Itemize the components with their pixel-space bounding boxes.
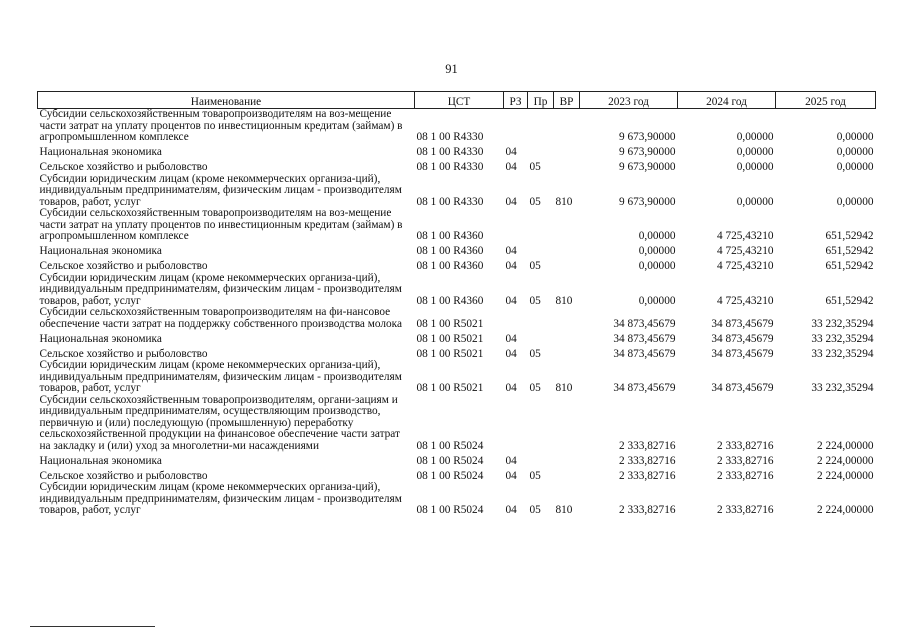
cell-cst: 08 1 00 R4360 bbox=[416, 230, 484, 242]
cell-2025: 2 224,00000 bbox=[817, 504, 874, 516]
cell-2023: 0,00000 bbox=[638, 230, 676, 242]
cell-pr bbox=[528, 243, 554, 258]
cell-2025: 651,52942 bbox=[825, 294, 874, 307]
cell-2023: 9 673,90000 bbox=[619, 131, 676, 143]
cell-cst: 08 1 00 R4330 bbox=[416, 195, 484, 208]
cell-2023: 34 873,45679 bbox=[613, 382, 676, 394]
header-vr: ВР bbox=[554, 92, 580, 109]
table-row bbox=[38, 395, 876, 453]
cell-cst: 08 1 00 R5024 bbox=[416, 454, 484, 467]
table-row bbox=[38, 452, 876, 467]
cell-rz bbox=[504, 307, 528, 330]
cell-vr: 810 bbox=[555, 382, 573, 394]
cell-name: Субсидии юридическим лицам (кроме некоммерческих организа-ций), индивидуальным предпринимателям, физическим лицам - производителям товаров, работ, услуг bbox=[39, 271, 402, 307]
cell-cst: 08 1 00 R4330 bbox=[416, 146, 484, 158]
cell-rz: 04 bbox=[505, 382, 517, 394]
cell-2024: 34 873,45679 bbox=[711, 347, 774, 360]
cell-2024: 2 333,82716 bbox=[717, 454, 774, 467]
cell-2024: 34 873,45679 bbox=[711, 317, 774, 330]
cell-2023: 2 333,82716 bbox=[619, 469, 676, 482]
cell-vr: 810 bbox=[555, 294, 573, 307]
cell-2024: 0,00000 bbox=[736, 146, 774, 158]
cell-name: Сельское хозяйство и рыболовство bbox=[39, 161, 208, 173]
cell-rz: 04 bbox=[505, 469, 517, 482]
cell-2024: 34 873,45679 bbox=[711, 382, 774, 394]
cell-rz: 04 bbox=[505, 504, 517, 516]
table-header bbox=[38, 92, 876, 109]
table-row bbox=[38, 144, 876, 159]
cell-2025: 0,00000 bbox=[836, 131, 874, 143]
cell-name: Сельское хозяйство и рыболовство bbox=[39, 260, 208, 272]
cell-name: Национальная экономика bbox=[39, 454, 162, 467]
cell-name: Субсидии юридическим лицам (кроме некоммерческих организа-ций), индивидуальным предпринимателям, физическим лицам - производителям товаров, работ, услуг bbox=[39, 481, 402, 516]
cell-2024: 0,00000 bbox=[736, 195, 774, 208]
cell-pr: 05 bbox=[529, 469, 541, 482]
cell-name: Субсидии юридическим лицам (кроме некоммерческих организа-ций), индивидуальным предпринимателям, физическим лицам - производителям товаров, работ, услуг bbox=[39, 359, 402, 394]
cell-pr bbox=[528, 144, 554, 159]
table-row bbox=[38, 159, 876, 174]
cell-vr bbox=[554, 330, 580, 345]
header-rz: РЗ bbox=[504, 92, 528, 109]
cell-2025: 651,52942 bbox=[825, 245, 874, 257]
table-row bbox=[38, 467, 876, 482]
cell-vr bbox=[554, 452, 580, 467]
cell-2024: 4 725,43210 bbox=[717, 245, 774, 257]
cell-2025: 0,00000 bbox=[836, 195, 874, 208]
table-row bbox=[38, 345, 876, 360]
table-row bbox=[38, 273, 876, 308]
cell-vr bbox=[554, 208, 580, 243]
cell-2025: 651,52942 bbox=[825, 260, 874, 272]
header-name: Наименование bbox=[38, 92, 415, 109]
cell-pr bbox=[528, 109, 554, 144]
cell-cst: 08 1 00 R5021 bbox=[416, 347, 484, 360]
cell-2025: 2 224,00000 bbox=[817, 454, 874, 467]
cell-cst: 08 1 00 R4360 bbox=[416, 294, 484, 307]
cell-2025: 0,00000 bbox=[836, 146, 874, 158]
table-row bbox=[38, 330, 876, 345]
cell-2024: 2 333,82716 bbox=[717, 504, 774, 516]
cell-2025: 33 232,35294 bbox=[811, 317, 874, 330]
cell-2025: 33 232,35294 bbox=[811, 382, 874, 394]
cell-2024: 2 333,82716 bbox=[717, 439, 774, 452]
cell-cst: 08 1 00 R5024 bbox=[416, 439, 484, 452]
table-row bbox=[38, 174, 876, 209]
cell-rz: 04 bbox=[505, 245, 517, 257]
cell-pr: 05 bbox=[529, 347, 541, 360]
cell-pr: 05 bbox=[529, 195, 541, 208]
cell-cst: 08 1 00 R5021 bbox=[416, 332, 484, 345]
cell-vr bbox=[554, 467, 580, 482]
cell-2025: 2 224,00000 bbox=[817, 439, 874, 452]
cell-pr bbox=[528, 330, 554, 345]
cell-2024: 4 725,43210 bbox=[717, 230, 774, 242]
cell-2023: 2 333,82716 bbox=[619, 439, 676, 452]
budget-table bbox=[37, 91, 876, 517]
cell-2024: 4 725,43210 bbox=[717, 294, 774, 307]
cell-vr bbox=[554, 159, 580, 174]
cell-cst: 08 1 00 R5024 bbox=[416, 469, 484, 482]
cell-2023: 2 333,82716 bbox=[619, 504, 676, 516]
cell-pr: 05 bbox=[529, 382, 541, 394]
table-row bbox=[38, 243, 876, 258]
cell-rz: 04 bbox=[505, 294, 517, 307]
cell-name: Национальная экономика bbox=[39, 146, 162, 158]
cell-2024: 2 333,82716 bbox=[717, 469, 774, 482]
cell-name: Субсидии сельскохозяйственным товаропроизводителям на воз-мещение части затрат на уплату процентов по инвестиционным кредитам (займам) в агропромышленном комплексе bbox=[39, 108, 403, 143]
cell-vr bbox=[554, 144, 580, 159]
cell-rz bbox=[504, 395, 528, 453]
table-row bbox=[38, 360, 876, 395]
table-row bbox=[38, 307, 876, 330]
header-2023: 2023 год bbox=[580, 92, 678, 109]
table-row bbox=[38, 258, 876, 273]
cell-vr bbox=[554, 258, 580, 273]
cell-2023: 9 673,90000 bbox=[619, 146, 676, 158]
cell-2023: 0,00000 bbox=[638, 294, 676, 307]
cell-2023: 34 873,45679 bbox=[613, 332, 676, 345]
cell-rz bbox=[504, 109, 528, 144]
table-row bbox=[38, 109, 876, 144]
page-number: 91 bbox=[445, 62, 458, 76]
cell-2023: 9 673,90000 bbox=[619, 195, 676, 208]
header-2025: 2025 год bbox=[776, 92, 876, 109]
cell-rz: 04 bbox=[505, 146, 517, 158]
cell-2024: 0,00000 bbox=[736, 131, 774, 143]
cell-cst: 08 1 00 R4330 bbox=[416, 131, 484, 143]
cell-2025: 0,00000 bbox=[836, 161, 874, 173]
cell-2023: 0,00000 bbox=[638, 245, 676, 257]
cell-cst: 08 1 00 R5021 bbox=[416, 317, 484, 330]
cell-rz: 04 bbox=[505, 332, 517, 345]
header-pr: Пр bbox=[528, 92, 554, 109]
cell-vr bbox=[554, 395, 580, 453]
cell-2023: 0,00000 bbox=[638, 260, 676, 272]
cell-name: Субсидии сельскохозяйственным товаропроизводителям, органи-зациям и индивидуальным предпринимателям, осуществляющим производство, первичную и (или) последующую (промышленную) переработку сельскохозяйственной продукции на финансовое обеспечение части затрат на закладку и (или) уход за многолетни-ми насаждениями bbox=[39, 393, 400, 452]
cell-2023: 34 873,45679 bbox=[613, 347, 676, 360]
cell-cst: 08 1 00 R4360 bbox=[416, 245, 484, 257]
cell-vr bbox=[554, 345, 580, 360]
cell-rz: 04 bbox=[505, 347, 517, 360]
cell-2023: 9 673,90000 bbox=[619, 161, 676, 173]
cell-vr: 810 bbox=[555, 504, 573, 516]
cell-pr: 05 bbox=[529, 294, 541, 307]
table-row bbox=[38, 482, 876, 517]
cell-vr bbox=[554, 243, 580, 258]
header-2024: 2024 год bbox=[678, 92, 776, 109]
cell-2023: 2 333,82716 bbox=[619, 454, 676, 467]
cell-pr bbox=[528, 395, 554, 453]
table-row bbox=[38, 208, 876, 243]
cell-pr: 05 bbox=[529, 161, 541, 173]
cell-rz bbox=[504, 208, 528, 243]
table-body bbox=[38, 109, 876, 517]
cell-2025: 2 224,00000 bbox=[817, 469, 874, 482]
cell-name: Субсидии сельскохозяйственным товаропроизводителям на воз-мещение части затрат на уплату процентов по инвестиционным кредитам (займам) в агропромышленном комплексе bbox=[39, 207, 403, 242]
cell-cst: 08 1 00 R5024 bbox=[416, 504, 484, 516]
cell-2024: 0,00000 bbox=[736, 161, 774, 173]
header-row bbox=[38, 92, 876, 109]
cell-pr: 05 bbox=[529, 260, 541, 272]
cell-2025: 651,52942 bbox=[825, 230, 874, 242]
cell-2025: 33 232,35294 bbox=[811, 347, 874, 360]
cell-cst: 08 1 00 R4360 bbox=[416, 260, 484, 272]
cell-name: Национальная экономика bbox=[39, 332, 162, 345]
cell-2024: 4 725,43210 bbox=[717, 260, 774, 272]
cell-rz: 04 bbox=[505, 161, 517, 173]
cell-vr: 810 bbox=[555, 195, 573, 208]
cell-name: Сельское хозяйство и рыболовство bbox=[39, 347, 208, 360]
header-cst: ЦСТ bbox=[415, 92, 504, 109]
cell-rz: 04 bbox=[505, 454, 517, 467]
cell-rz: 04 bbox=[505, 195, 517, 208]
cell-vr bbox=[554, 307, 580, 330]
cell-rz: 04 bbox=[505, 260, 517, 272]
cell-pr bbox=[528, 452, 554, 467]
cell-pr: 05 bbox=[529, 504, 541, 516]
footnote-divider bbox=[30, 626, 155, 627]
cell-2025: 33 232,35294 bbox=[811, 332, 874, 345]
cell-cst: 08 1 00 R5021 bbox=[416, 382, 484, 394]
cell-name: Сельское хозяйство и рыболовство bbox=[39, 469, 208, 482]
cell-cst: 08 1 00 R4330 bbox=[416, 161, 484, 173]
cell-2024: 34 873,45679 bbox=[711, 332, 774, 345]
cell-pr bbox=[528, 307, 554, 330]
cell-name: Национальная экономика bbox=[39, 245, 162, 257]
cell-pr bbox=[528, 208, 554, 243]
cell-2023: 34 873,45679 bbox=[613, 317, 676, 330]
cell-name: Субсидии юридическим лицам (кроме некоммерческих организа-ций), индивидуальным предпринимателям, физическим лицам - производителям товаров, работ, услуг bbox=[39, 172, 402, 208]
cell-vr bbox=[554, 109, 580, 144]
cell-name: Субсидии сельскохозяйственным товаропроизводителям на фи-нансовое обеспечение части затрат на поддержку собственного производства молока bbox=[39, 306, 403, 330]
